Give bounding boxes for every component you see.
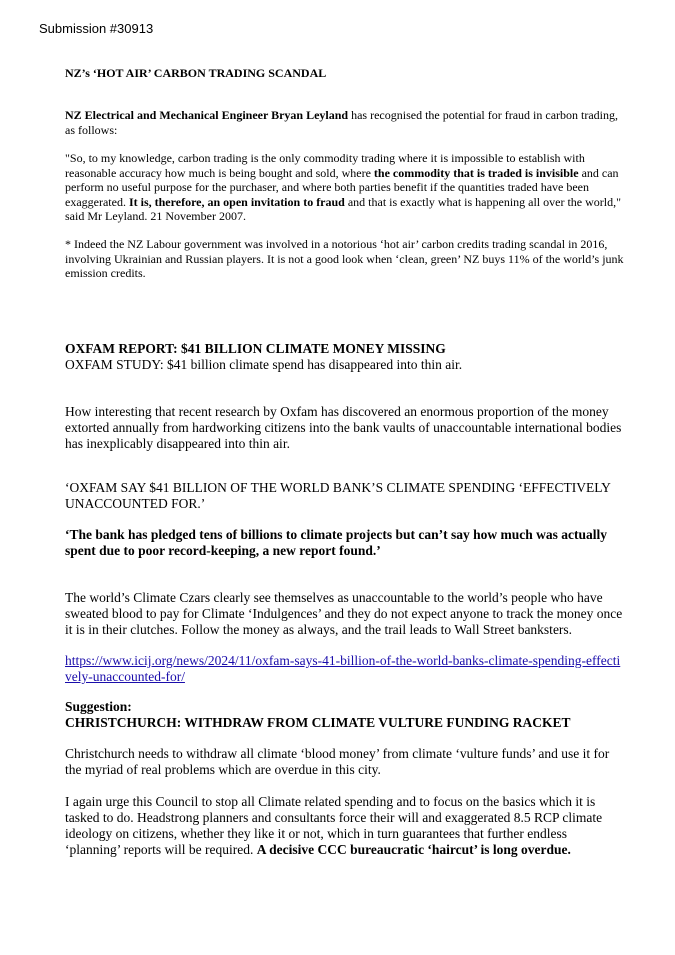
icij-article-link[interactable]: https://www.icij.org/news/2024/11/oxfam-says-41-billion-of-the-world-banks-climate-spending-effectively-unaccounted-for/ (65, 653, 621, 684)
leyland-quote: "So, to my knowledge, carbon trading is the only commodity trading where it is impossible to establish with reasonable accuracy how much is being bought and sold, where the commodity that is traded is invisible and can perform no useful purpose for the purchaser, and where both parties benefit if the quantities traded have been exaggerated. It is, therefore, an open invitation to fraud and that is exactly what is happening all over the world," said Mr Leyland. 21 November 2007. (65, 151, 622, 223)
section-heading-oxfam: OXFAM REPORT: $41 BILLION CLIMATE MONEY MISSING (65, 341, 446, 356)
oxfam-subheading: OXFAM STUDY: $41 billion climate spend has disappeared into thin air. (65, 357, 463, 372)
council-paragraph: I again urge this Council to stop all Climate related spending and to focus on the basics which it is tasked to do. Headstrong planners and consultants force their will and exaggerated 8.5 RCP climate ideology on citizens, whether they like it or not, which in turn guarantees that further endless ‘planning’ reports will be required. A decisive CCC bureaucratic ‘haircut’ is long overdue. (65, 794, 603, 857)
icij-link-paragraph (65, 653, 625, 685)
section-heading-hot-air: NZ’s ‘HOT AIR’ CARBON TRADING SCANDAL (65, 66, 327, 80)
oxfam-caps-quote: ‘OXFAM SAY $41 BILLION OF THE WORLD BANK’S CLIMATE SPENDING ‘EFFECTIVELY UNACCOUNTED FOR.’ (65, 480, 611, 511)
christchurch-paragraph: Christchurch needs to withdraw all climate ‘blood money’ from climate ‘vulture funds’ and use it for the myriad of real problems which are overdue in this city. (65, 746, 610, 777)
suggestion-label: Suggestion: (65, 699, 132, 714)
intro-paragraph: NZ Electrical and Mechanical Engineer Bryan Leyland has recognised the potential for fraud in carbon trading, as follows: (65, 108, 619, 137)
haircut-statement: A decisive CCC bureaucratic ‘haircut’ is long overdue. (256, 842, 571, 857)
submission-number: Submission #30913 (39, 21, 154, 36)
oxfam-paragraph: How interesting that recent research by Oxfam has discovered an enormous proportion of the money extorted annually from hardworking citizens into the bank vaults of unaccountable international bodies has inexplicably disappeared into thin air. (65, 404, 622, 451)
labour-scandal-note: * Indeed the NZ Labour government was involved in a notorious ‘hot air’ carbon credits trading scandal in 2016, involving Ukrainian and Russian players. It is not a good look when ‘clean, green’ NZ buys 11% of the world’s junk emission credits. (65, 237, 624, 280)
section-heading-christchurch: CHRISTCHURCH: WITHDRAW FROM CLIMATE VULTURE FUNDING RACKET (65, 715, 571, 730)
climate-czars-paragraph: The world’s Climate Czars clearly see themselves as unaccountable to the world’s people who have sweated blood to pay for Climate ‘Indulgences’ and they do not expect anyone to track the money once it is in their clutches. Follow the money as always, and the trail leads to Wall Street banksters. (65, 590, 623, 637)
world-bank-quote: ‘The bank has pledged tens of billions to climate projects but can’t say how much was actually spent due to poor record-keeping, a new report found.’ (65, 527, 608, 558)
engineer-name: NZ Electrical and Mechanical Engineer Bryan Leyland (65, 108, 349, 122)
